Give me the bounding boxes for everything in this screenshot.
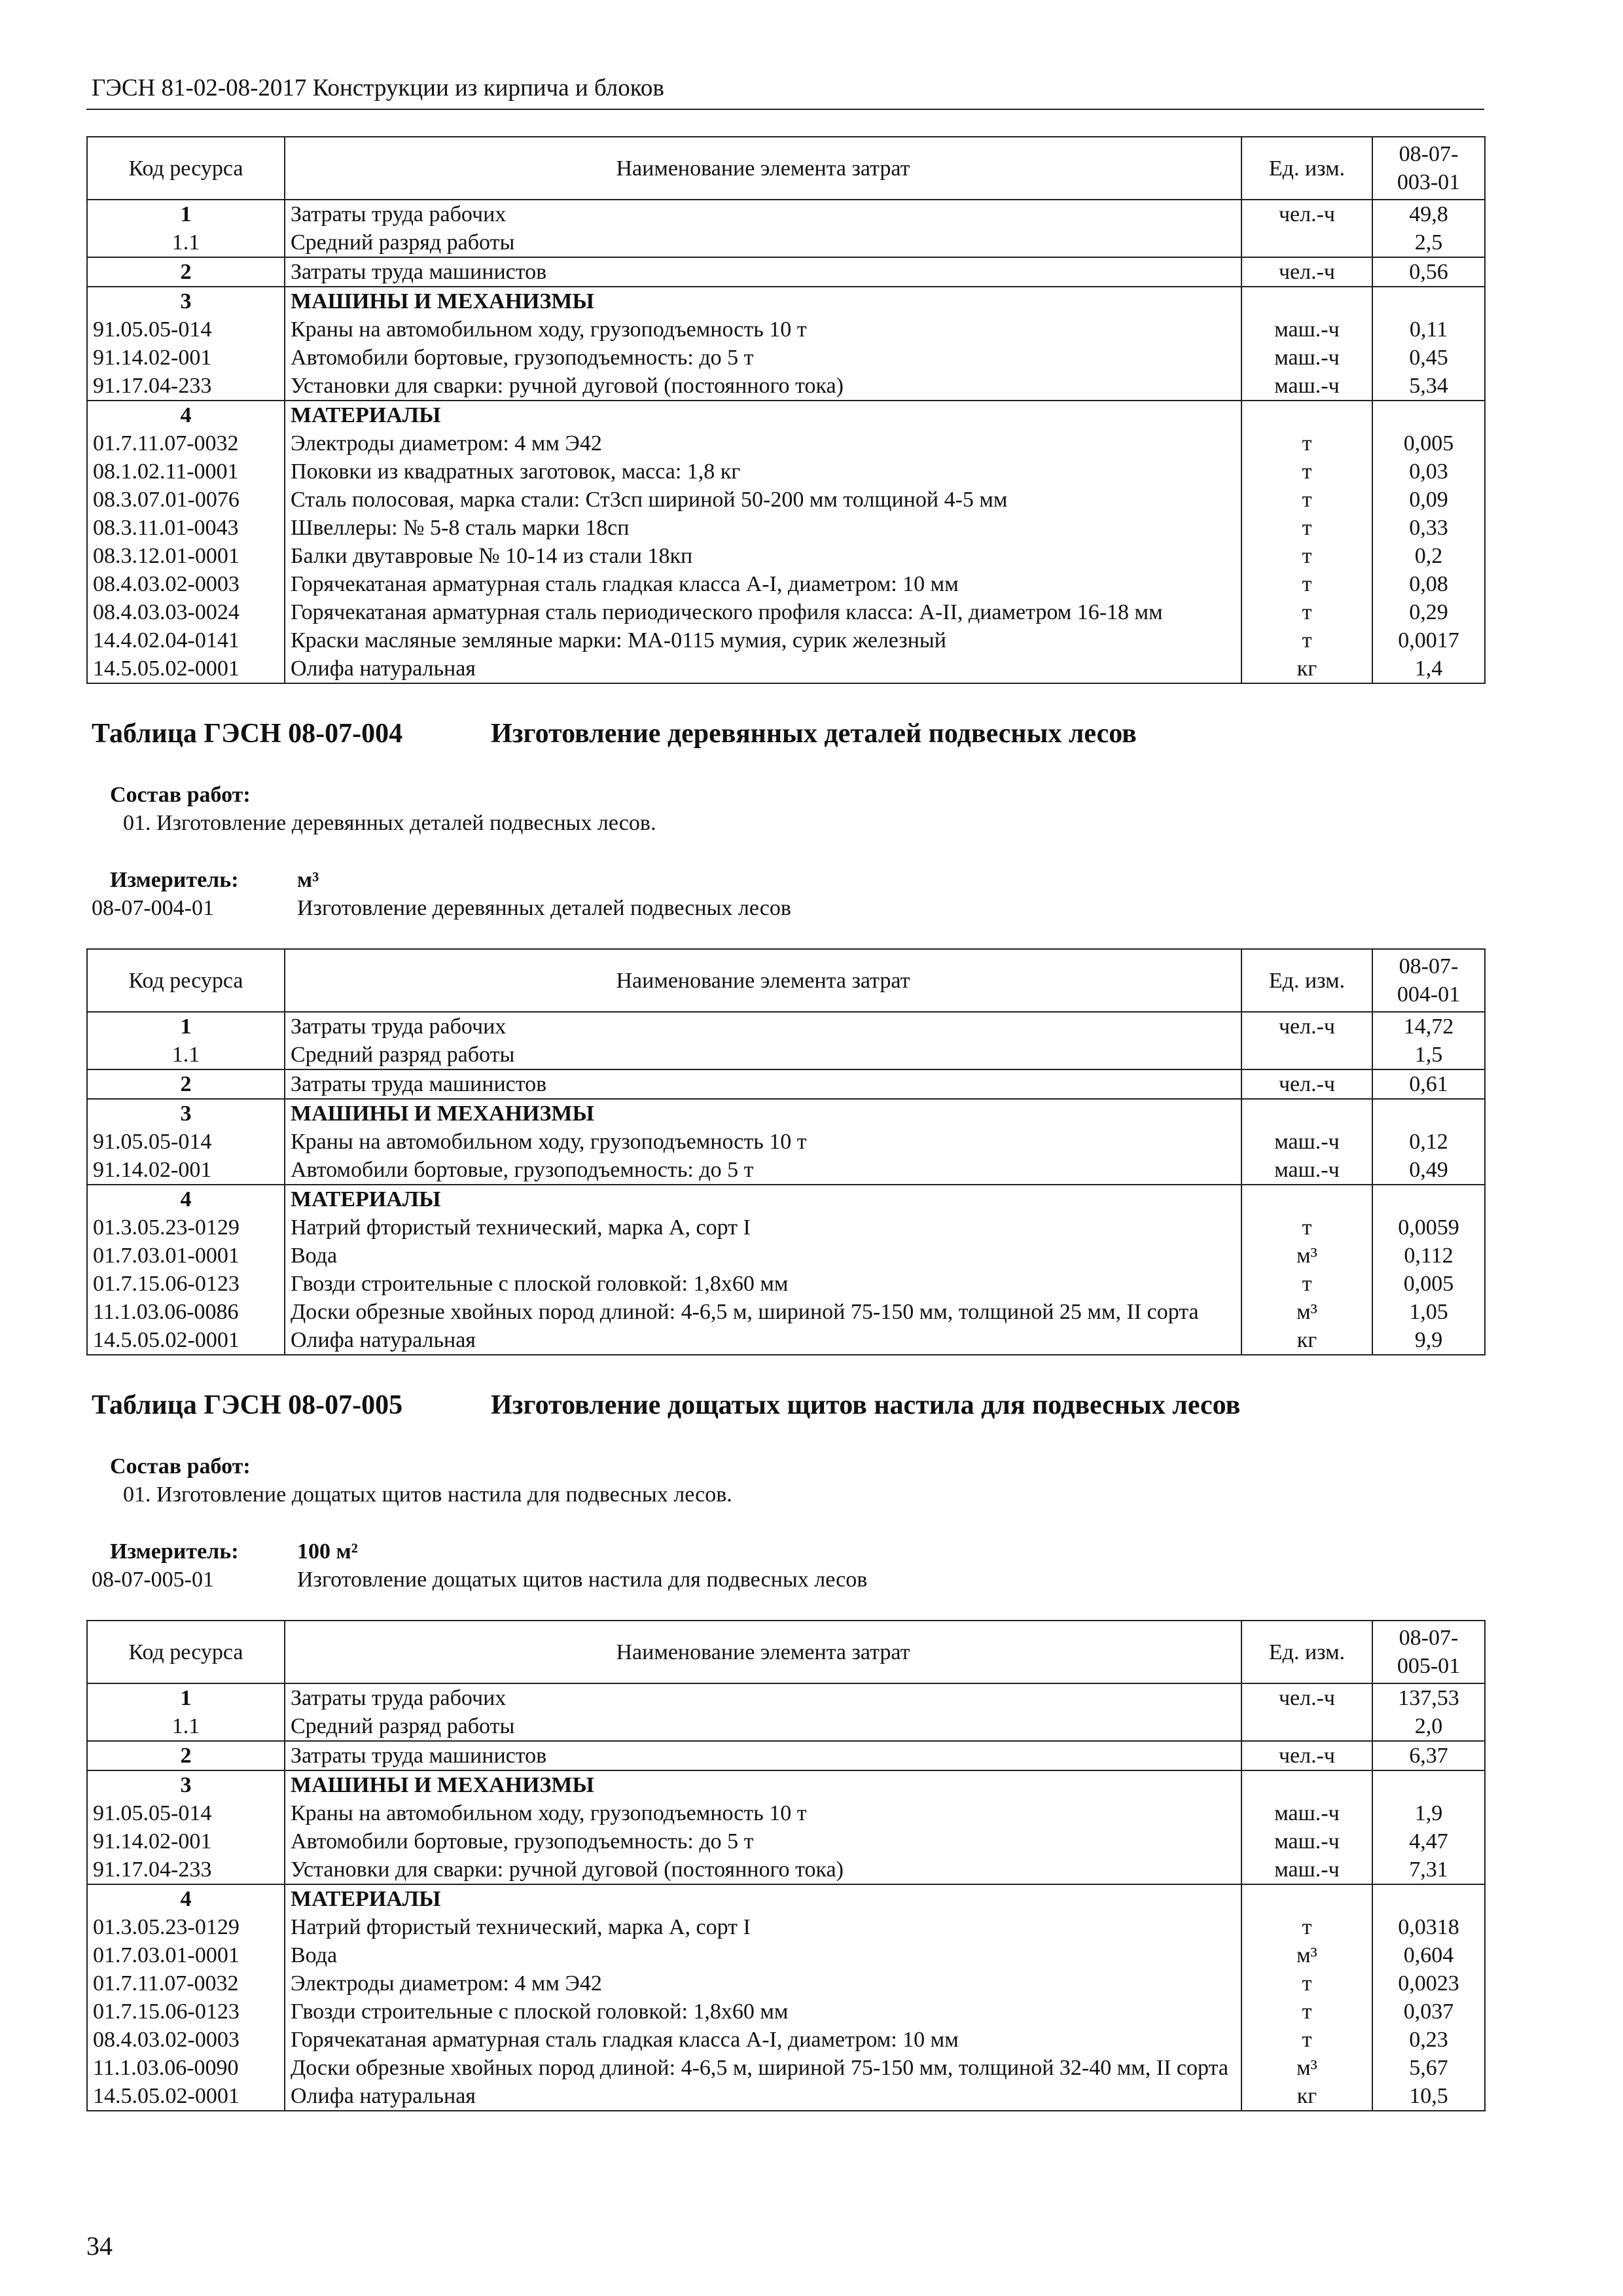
table-row — [87, 2026, 1485, 2054]
col-header-code: Код ресурса — [87, 949, 285, 1012]
cell-name: МАШИНЫ И МЕХАНИЗМЫ — [285, 1770, 1241, 1799]
rate-code-line-1: 08-07- — [1399, 954, 1459, 978]
cell-name: Затраты труда машинистов — [285, 1069, 1241, 1099]
rate-row — [86, 1566, 1484, 1594]
cell-unit — [1241, 228, 1372, 257]
table-row — [87, 1741, 1485, 1770]
table-row — [87, 1242, 1485, 1270]
cell-name: Автомобили бортовые, грузоподъемность: до 5 т — [285, 1156, 1241, 1185]
cell-code: 2 — [87, 1069, 285, 1099]
cell-unit — [1241, 1185, 1372, 1213]
document-page — [86, 72, 1484, 2111]
work-item: 01. Изготовление деревянных деталей подвесных лесов. — [123, 811, 656, 835]
col-header-name: Наименование элемента затрат — [285, 137, 1241, 200]
table-row — [87, 1827, 1485, 1856]
col-header-unit: Ед. изм. — [1241, 137, 1372, 200]
table-row — [87, 1099, 1485, 1128]
cell-name: Краны на автомобильном ходу, грузоподъемность 10 т — [285, 1799, 1241, 1827]
cell-code: 1 — [87, 200, 285, 228]
table-title-08-07-004 — [92, 715, 1484, 752]
cell-name: Средний разряд работы — [285, 228, 1241, 257]
table-row — [87, 542, 1485, 570]
cell-name: Установки для сварки: ручной дуговой (постоянного тока) — [285, 1856, 1241, 1884]
cell-code: 01.7.11.07-0032 — [87, 429, 285, 457]
cell-value: 9,9 — [1372, 1326, 1485, 1355]
col-header-name: Наименование элемента затрат — [285, 949, 1241, 1012]
cell-unit: т — [1241, 598, 1372, 626]
cell-unit — [1241, 1041, 1372, 1069]
cell-name: МАТЕРИАЛЫ — [285, 1185, 1241, 1213]
table-row — [87, 1185, 1485, 1213]
cell-name: Швеллеры: № 5-8 сталь марки 18сп — [285, 514, 1241, 542]
cell-name: МАШИНЫ И МЕХАНИЗМЫ — [285, 287, 1241, 315]
cell-name: Краны на автомобильном ходу, грузоподъемность 10 т — [285, 1128, 1241, 1156]
cell-code: 01.7.03.01-0001 — [87, 1242, 285, 1270]
cell-name: Краски масляные земляные марки: МА-0115 мумия, сурик железный — [285, 626, 1241, 655]
cell-unit: чел.-ч — [1241, 200, 1372, 228]
rate-code: 08-07-005-01 — [92, 1568, 214, 1592]
cell-name: Вода — [285, 1242, 1241, 1270]
cell-value — [1372, 401, 1485, 429]
cell-name: МАТЕРИАЛЫ — [285, 1884, 1241, 1913]
page-number: 34 — [86, 2231, 113, 2261]
table-title-08-07-005 — [92, 1387, 1484, 1424]
col-header-code: Код ресурса — [87, 137, 285, 200]
cell-unit: т — [1241, 486, 1372, 514]
cell-value: 0,11 — [1372, 315, 1485, 344]
cell-code: 14.4.02.04-0141 — [87, 626, 285, 655]
col-header-rate — [1372, 1621, 1485, 1683]
cell-unit — [1241, 1884, 1372, 1913]
cell-code: 91.14.02-001 — [87, 1827, 285, 1856]
meter-unit: м³ — [297, 868, 319, 892]
cell-value — [1372, 1099, 1485, 1128]
table-row — [87, 1712, 1485, 1741]
cell-value: 0,005 — [1372, 429, 1485, 457]
table-row — [87, 1998, 1485, 2026]
cell-value: 4,47 — [1372, 1827, 1485, 1856]
cell-value: 0,2 — [1372, 542, 1485, 570]
cell-code: 1.1 — [87, 1712, 285, 1741]
cell-unit: м³ — [1241, 1941, 1372, 1969]
col-header-rate — [1372, 137, 1485, 200]
table-row — [87, 1270, 1485, 1298]
cell-name: Олифа натуральная — [285, 655, 1241, 683]
table-row — [87, 315, 1485, 344]
cell-name: Вода — [285, 1941, 1241, 1969]
table-row — [87, 1298, 1485, 1326]
cell-code: 1.1 — [87, 1041, 285, 1069]
cell-code: 14.5.05.02-0001 — [87, 1326, 285, 1355]
cell-value: 7,31 — [1372, 1856, 1485, 1884]
resource-table-08-07-005 — [86, 1620, 1486, 2111]
cell-code: 3 — [87, 1099, 285, 1128]
table-row — [87, 1012, 1485, 1041]
work-composition-label: Состав работ: — [110, 783, 251, 807]
cell-unit: т — [1241, 626, 1372, 655]
rate-description: Изготовление деревянных деталей подвесных лесов — [297, 896, 791, 920]
cell-value: 0,61 — [1372, 1069, 1485, 1099]
cell-value: 1,9 — [1372, 1799, 1485, 1827]
cell-name: Натрий фтористый технический, марка А, сорт I — [285, 1913, 1241, 1941]
rate-description: Изготовление дощатых щитов настила для подвесных лесов — [297, 1568, 868, 1592]
cell-value: 0,08 — [1372, 570, 1485, 598]
cell-name: Гвозди строительные с плоской головкой: 1,8х60 мм — [285, 1270, 1241, 1298]
cell-unit: т — [1241, 1969, 1372, 1998]
cell-name: Поковки из квадратных заготовок, масса: 1,8 кг — [285, 457, 1241, 486]
cell-unit: маш.-ч — [1241, 1827, 1372, 1856]
table-row — [87, 1069, 1485, 1099]
cell-name: Доски обрезные хвойных пород длиной: 4-6,5 м, шириной 75-150 мм, толщиной 32-40 мм, II сорта — [285, 2054, 1241, 2082]
cell-name: Натрий фтористый технический, марка А, сорт I — [285, 1213, 1241, 1242]
cell-code: 08.3.11.01-0043 — [87, 514, 285, 542]
cell-value: 0,0318 — [1372, 1913, 1485, 1941]
cell-name: Гвозди строительные с плоской головкой: 1,8х60 мм — [285, 1998, 1241, 2026]
cell-code: 4 — [87, 401, 285, 429]
table-row — [87, 228, 1485, 257]
cell-code: 91.17.04-233 — [87, 1856, 285, 1884]
meter-unit: 100 м² — [297, 1539, 358, 1564]
cell-name: Автомобили бортовые, грузоподъемность: до 5 т — [285, 1827, 1241, 1856]
cell-unit: м³ — [1241, 1242, 1372, 1270]
table-row — [87, 1041, 1485, 1069]
cell-value — [1372, 1770, 1485, 1799]
cell-code: 01.7.11.07-0032 — [87, 1969, 285, 1998]
table-row — [87, 1856, 1485, 1884]
cell-unit: т — [1241, 570, 1372, 598]
table-number: Таблица ГЭСН 08-07-004 — [92, 719, 403, 749]
cell-unit: маш.-ч — [1241, 1156, 1372, 1185]
rate-code-line-2: 004-01 — [1397, 982, 1461, 1007]
cell-name: Электроды диаметром: 4 мм Э42 — [285, 429, 1241, 457]
cell-unit: т — [1241, 1270, 1372, 1298]
table-row — [87, 1969, 1485, 1998]
cell-code: 3 — [87, 1770, 285, 1799]
cell-value: 0,45 — [1372, 344, 1485, 372]
table-row — [87, 1128, 1485, 1156]
table-row — [87, 372, 1485, 401]
cell-value — [1372, 1884, 1485, 1913]
work-item: 01. Изготовление дощатых щитов настила для подвесных лесов. — [123, 1482, 732, 1507]
cell-code: 01.7.15.06-0123 — [87, 1270, 285, 1298]
cell-code: 08.1.02.11-0001 — [87, 457, 285, 486]
rate-code-line-2: 005-01 — [1397, 1654, 1461, 1678]
table-row — [87, 1770, 1485, 1799]
cell-unit: маш.-ч — [1241, 1856, 1372, 1884]
cell-value: 0,56 — [1372, 257, 1485, 287]
meter-row — [86, 866, 1484, 894]
cell-value — [1372, 287, 1485, 315]
cell-unit: чел.-ч — [1241, 1012, 1372, 1041]
table-row — [87, 1683, 1485, 1712]
cell-value: 49,8 — [1372, 200, 1485, 228]
cell-code: 01.3.05.23-0129 — [87, 1913, 285, 1941]
cell-name: Сталь полосовая, марка стали: Ст3сп шириной 50-200 мм толщиной 4-5 мм — [285, 486, 1241, 514]
cell-unit: маш.-ч — [1241, 372, 1372, 401]
table-row — [87, 344, 1485, 372]
cell-value: 0,12 — [1372, 1128, 1485, 1156]
cell-unit: т — [1241, 1913, 1372, 1941]
cell-value: 137,53 — [1372, 1683, 1485, 1712]
cell-code: 91.17.04-233 — [87, 372, 285, 401]
cell-unit — [1241, 1770, 1372, 1799]
cell-value: 5,34 — [1372, 372, 1485, 401]
cell-code: 4 — [87, 1884, 285, 1913]
cell-value: 1,4 — [1372, 655, 1485, 683]
table-row — [87, 287, 1485, 315]
table-row — [87, 1326, 1485, 1355]
col-header-unit: Ед. изм. — [1241, 1621, 1372, 1683]
meter-label: Измеритель: — [110, 868, 239, 892]
cell-value: 0,49 — [1372, 1156, 1485, 1185]
rate-code: 08-07-004-01 — [92, 896, 214, 920]
cell-name: Горячекатаная арматурная сталь гладкая класса A-I, диаметром: 10 мм — [285, 2026, 1241, 2054]
cell-unit: чел.-ч — [1241, 1741, 1372, 1770]
cell-code: 11.1.03.06-0086 — [87, 1298, 285, 1326]
cell-value: 2,5 — [1372, 228, 1485, 257]
table-name: Изготовление деревянных деталей подвесных лесов — [491, 719, 1137, 749]
cell-unit: чел.-ч — [1241, 257, 1372, 287]
table-row — [87, 514, 1485, 542]
cell-code: 91.05.05-014 — [87, 1799, 285, 1827]
cell-code: 14.5.05.02-0001 — [87, 655, 285, 683]
cell-value: 0,09 — [1372, 486, 1485, 514]
cell-name: Горячекатаная арматурная сталь гладкая класса A-I, диаметром: 10 мм — [285, 570, 1241, 598]
table-row — [87, 1156, 1485, 1185]
cell-value: 0,0059 — [1372, 1213, 1485, 1242]
table-row — [87, 2082, 1485, 2111]
cell-unit — [1241, 401, 1372, 429]
cell-name: Электроды диаметром: 4 мм Э42 — [285, 1969, 1241, 1998]
cell-unit: т — [1241, 1998, 1372, 2026]
cell-code: 91.14.02-001 — [87, 344, 285, 372]
cell-value: 0,33 — [1372, 514, 1485, 542]
cell-unit: маш.-ч — [1241, 344, 1372, 372]
cell-unit: м³ — [1241, 1298, 1372, 1326]
rate-row — [86, 894, 1484, 922]
cell-name: Затраты труда рабочих — [285, 200, 1241, 228]
cell-name: Олифа натуральная — [285, 2082, 1241, 2111]
cell-unit — [1241, 1712, 1372, 1741]
cell-unit: маш.-ч — [1241, 315, 1372, 344]
table-row — [87, 257, 1485, 287]
table-row — [87, 626, 1485, 655]
cell-code: 08.3.12.01-0001 — [87, 542, 285, 570]
cell-code: 2 — [87, 1741, 285, 1770]
cell-unit: маш.-ч — [1241, 1128, 1372, 1156]
cell-value: 0,037 — [1372, 1998, 1485, 2026]
cell-name: Затраты труда машинистов — [285, 257, 1241, 287]
col-header-code: Код ресурса — [87, 1621, 285, 1683]
cell-unit: т — [1241, 1213, 1372, 1242]
cell-name: Установки для сварки: ручной дуговой (постоянного тока) — [285, 372, 1241, 401]
table-row — [87, 486, 1485, 514]
cell-code: 11.1.03.06-0090 — [87, 2054, 285, 2082]
cell-unit: чел.-ч — [1241, 1069, 1372, 1099]
table-row — [87, 457, 1485, 486]
cell-code: 14.5.05.02-0001 — [87, 2082, 285, 2111]
cell-value: 0,29 — [1372, 598, 1485, 626]
resource-table-08-07-003 — [86, 136, 1486, 684]
cell-unit: т — [1241, 457, 1372, 486]
rate-code-line-2: 003-01 — [1397, 170, 1461, 194]
cell-unit: т — [1241, 542, 1372, 570]
cell-value: 2,0 — [1372, 1712, 1485, 1741]
cell-code: 91.05.05-014 — [87, 315, 285, 344]
cell-code: 1 — [87, 1683, 285, 1712]
table-row — [87, 570, 1485, 598]
cell-value — [1372, 1185, 1485, 1213]
cell-unit: т — [1241, 514, 1372, 542]
cell-code: 01.7.15.06-0123 — [87, 1998, 285, 2026]
cell-name: Доски обрезные хвойных пород длиной: 4-6,5 м, шириной 75-150 мм, толщиной 25 мм, II сорта — [285, 1298, 1241, 1326]
cell-value: 0,0023 — [1372, 1969, 1485, 1998]
cell-name: МАШИНЫ И МЕХАНИЗМЫ — [285, 1099, 1241, 1128]
col-header-name: Наименование элемента затрат — [285, 1621, 1241, 1683]
meter-row — [86, 1537, 1484, 1566]
cell-unit — [1241, 1099, 1372, 1128]
cell-code: 01.7.03.01-0001 — [87, 1941, 285, 1969]
table-row — [87, 200, 1485, 228]
cell-unit: т — [1241, 429, 1372, 457]
resource-table-08-07-004 — [86, 948, 1486, 1355]
table-row — [87, 1913, 1485, 1941]
table-name: Изготовление дощатых щитов настила для подвесных лесов — [491, 1390, 1241, 1420]
cell-unit: маш.-ч — [1241, 1799, 1372, 1827]
cell-name: Автомобили бортовые, грузоподъемность: до 5 т — [285, 344, 1241, 372]
cell-value: 6,37 — [1372, 1741, 1485, 1770]
cell-name: Затраты труда машинистов — [285, 1741, 1241, 1770]
table-row — [87, 598, 1485, 626]
cell-code: 08.3.07.01-0076 — [87, 486, 285, 514]
cell-value: 0,005 — [1372, 1270, 1485, 1298]
rate-code-line-1: 08-07- — [1399, 1626, 1459, 1650]
table-row — [87, 2054, 1485, 2082]
cell-unit: чел.-ч — [1241, 1683, 1372, 1712]
table-row — [87, 1799, 1485, 1827]
col-header-unit: Ед. изм. — [1241, 949, 1372, 1012]
cell-value: 5,67 — [1372, 2054, 1485, 2082]
table-row — [87, 1941, 1485, 1969]
cell-code: 1.1 — [87, 228, 285, 257]
cell-value: 0,23 — [1372, 2026, 1485, 2054]
cell-unit: т — [1241, 2026, 1372, 2054]
cell-code: 08.4.03.02-0003 — [87, 2026, 285, 2054]
cell-code: 91.05.05-014 — [87, 1128, 285, 1156]
cell-name: Горячекатаная арматурная сталь периодического профиля класса: A-II, диаметром 16-18 мм — [285, 598, 1241, 626]
cell-name: МАТЕРИАЛЫ — [285, 401, 1241, 429]
cell-code: 4 — [87, 1185, 285, 1213]
cell-unit: кг — [1241, 655, 1372, 683]
cell-name: Затраты труда рабочих — [285, 1683, 1241, 1712]
table-number: Таблица ГЭСН 08-07-005 — [92, 1390, 403, 1420]
cell-value: 1,05 — [1372, 1298, 1485, 1326]
cell-name: Затраты труда рабочих — [285, 1012, 1241, 1041]
cell-value: 0,112 — [1372, 1242, 1485, 1270]
col-header-rate — [1372, 949, 1485, 1012]
table-row — [87, 401, 1485, 429]
table-row — [87, 429, 1485, 457]
cell-value: 0,0017 — [1372, 626, 1485, 655]
cell-unit: кг — [1241, 2082, 1372, 2111]
cell-value: 0,604 — [1372, 1941, 1485, 1969]
cell-code: 91.14.02-001 — [87, 1156, 285, 1185]
running-header: ГЭСН 81-02-08-2017 Конструкции из кирпича и блоков — [86, 72, 1484, 110]
cell-code: 08.4.03.03-0024 — [87, 598, 285, 626]
cell-code: 01.3.05.23-0129 — [87, 1213, 285, 1242]
cell-name: Балки двутавровые № 10-14 из стали 18кп — [285, 542, 1241, 570]
cell-name: Средний разряд работы — [285, 1041, 1241, 1069]
meter-label: Измеритель: — [110, 1539, 239, 1564]
cell-value: 0,03 — [1372, 457, 1485, 486]
work-composition-label: Состав работ: — [110, 1454, 251, 1479]
cell-code: 08.4.03.02-0003 — [87, 570, 285, 598]
cell-name: Олифа натуральная — [285, 1326, 1241, 1355]
cell-unit: кг — [1241, 1326, 1372, 1355]
table-row — [87, 655, 1485, 683]
cell-name: Краны на автомобильном ходу, грузоподъемность 10 т — [285, 315, 1241, 344]
rate-code-line-1: 08-07- — [1399, 142, 1459, 166]
cell-value: 14,72 — [1372, 1012, 1485, 1041]
cell-unit: м³ — [1241, 2054, 1372, 2082]
cell-code: 1 — [87, 1012, 285, 1041]
cell-unit — [1241, 287, 1372, 315]
cell-value: 10,5 — [1372, 2082, 1485, 2111]
cell-code: 2 — [87, 257, 285, 287]
table-row — [87, 1884, 1485, 1913]
cell-code: 3 — [87, 287, 285, 315]
cell-value: 1,5 — [1372, 1041, 1485, 1069]
cell-name: Средний разряд работы — [285, 1712, 1241, 1741]
table-row — [87, 1213, 1485, 1242]
